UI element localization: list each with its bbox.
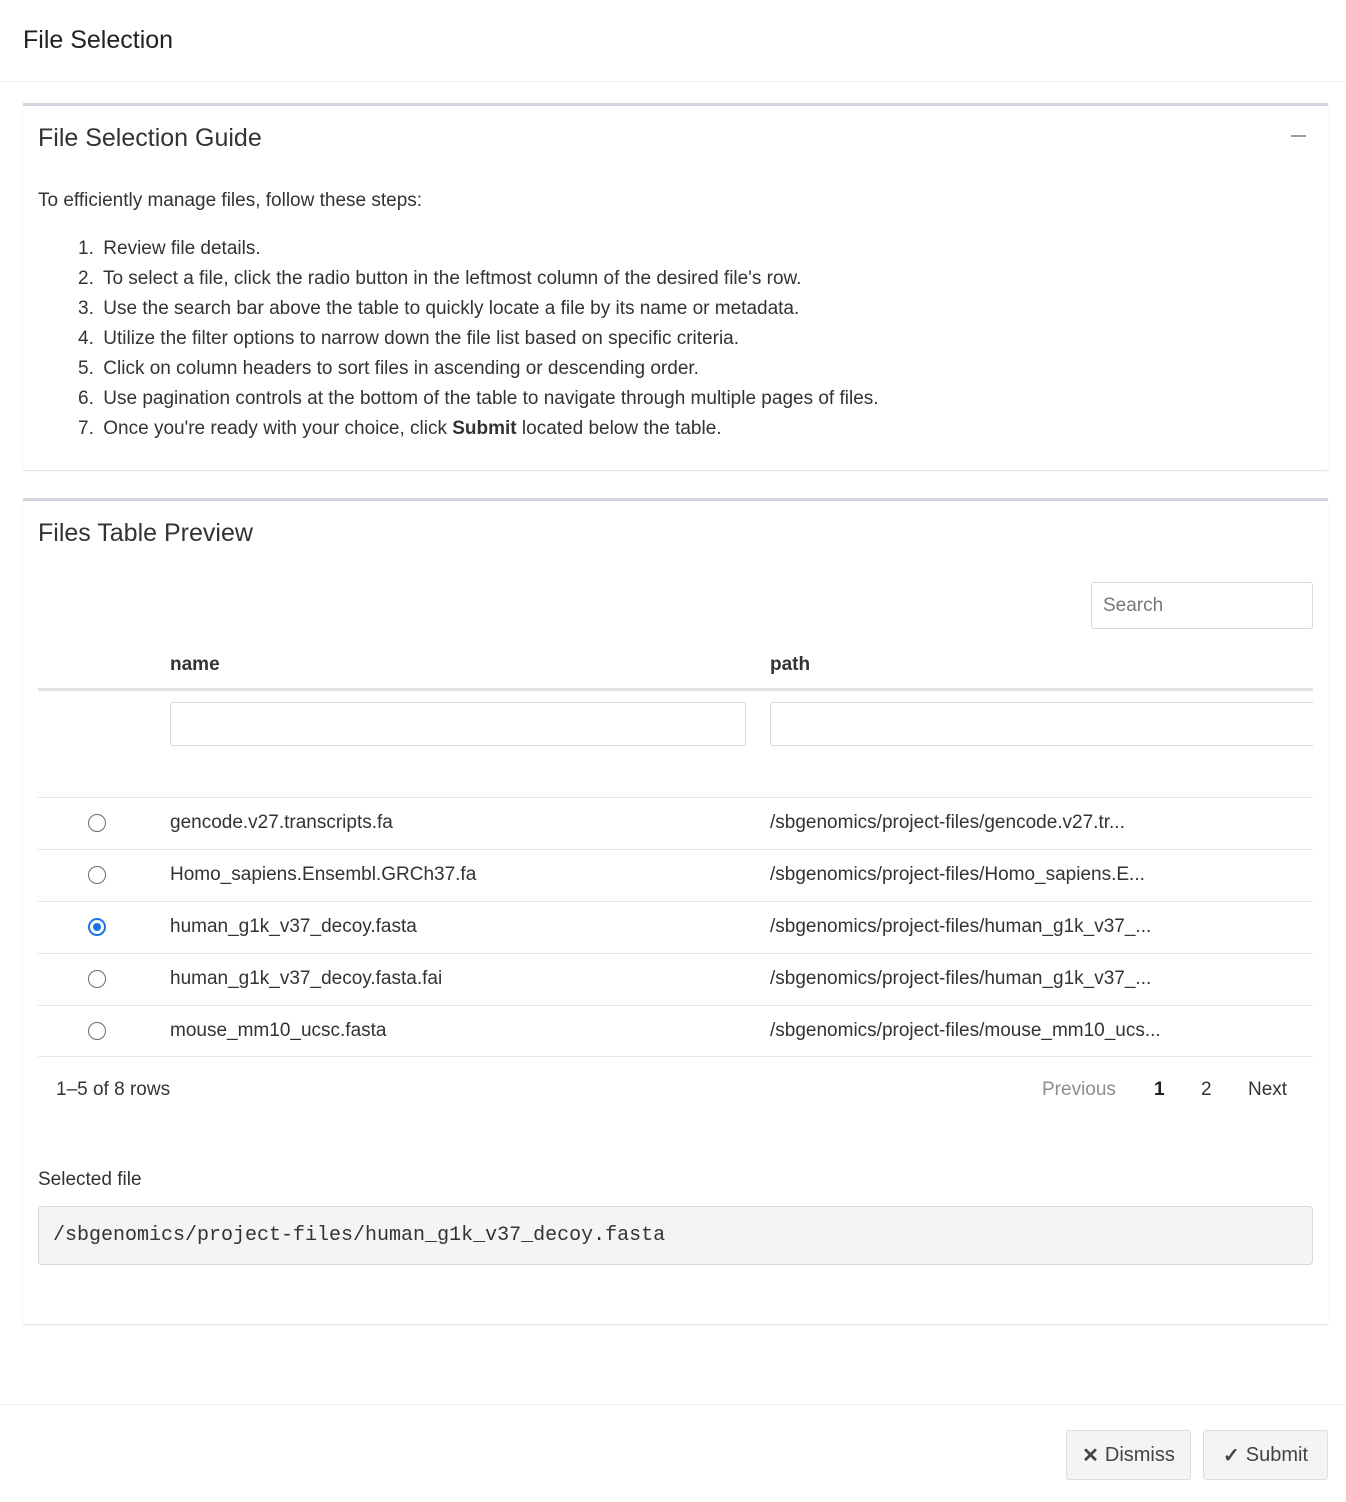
table-row[interactable]: [38, 849, 1313, 901]
selected-file-label: Selected file: [38, 1169, 142, 1190]
guide-title: File Selection Guide: [38, 124, 262, 152]
table-row[interactable]: [38, 797, 1313, 849]
next-page-button[interactable]: Next: [1248, 1079, 1288, 1100]
header-divider: [38, 688, 1313, 691]
page-2-button[interactable]: 2: [1201, 1079, 1212, 1100]
collapse-minus-icon[interactable]: [1290, 128, 1306, 144]
guide-steps: [78, 234, 879, 444]
guide-step: 4. Utilize the filter options to narrow down the file list based on specific criteria.: [78, 328, 740, 349]
modal-header: [0, 0, 1346, 82]
row-radio[interactable]: [88, 970, 106, 988]
guide-step: 7. Once you're ready with your choice, click Submit located below the table.: [78, 418, 722, 439]
submit-button[interactable]: ✓ Submit: [1203, 1430, 1328, 1480]
row-radio[interactable]: [88, 1022, 106, 1040]
table-row[interactable]: [38, 1005, 1313, 1057]
rows-info: 1–5 of 8 rows: [56, 1079, 171, 1100]
cell-name: human_g1k_v37_decoy.fasta.fai: [170, 968, 443, 989]
column-header-path[interactable]: path: [770, 654, 811, 675]
cell-path: /sbgenomics/project-files/human_g1k_v37_...: [770, 968, 1152, 989]
guide-step: 2. To select a file, click the radio button in the leftmost column of the desired file's row.: [78, 268, 802, 289]
table-title: Files Table Preview: [38, 519, 253, 547]
previous-page-button[interactable]: Previous: [1042, 1079, 1116, 1100]
cell-name: human_g1k_v37_decoy.fasta: [170, 916, 417, 937]
guide-box: [23, 103, 1328, 470]
cell-path: /sbgenomics/project-files/human_g1k_v37_...: [770, 916, 1152, 937]
guide-step: 6. Use pagination controls at the bottom of the table to navigate through multiple pages of files.: [78, 388, 879, 409]
files-table-box: [23, 498, 1328, 1324]
cell-path: /sbgenomics/project-files/mouse_mm10_ucs...: [770, 1020, 1161, 1041]
table-row[interactable]: [38, 953, 1313, 1005]
search-input[interactable]: [1091, 582, 1313, 629]
cell-path: /sbgenomics/project-files/Homo_sapiens.E...: [770, 864, 1145, 885]
modal-title: File Selection: [23, 26, 174, 54]
close-icon: ✕: [1082, 1444, 1099, 1467]
cell-path: /sbgenomics/project-files/gencode.v27.tr...: [770, 812, 1125, 833]
guide-intro: To efficiently manage files, follow these steps:: [38, 190, 423, 211]
name-filter-input[interactable]: [170, 702, 746, 746]
cell-name: mouse_mm10_ucsc.fasta: [170, 1020, 387, 1041]
check-icon: ✓: [1222, 1444, 1240, 1467]
table-row[interactable]: [38, 901, 1313, 953]
path-filter-input[interactable]: [770, 702, 1313, 746]
modal-footer: [0, 1404, 1346, 1502]
guide-step: 1. Review file details.: [78, 238, 261, 259]
row-radio[interactable]: [88, 814, 106, 832]
selected-file-value: /sbgenomics/project-files/human_g1k_v37_decoy.fasta: [38, 1206, 1313, 1265]
cell-name: Homo_sapiens.Ensembl.GRCh37.fa: [170, 864, 477, 885]
guide-step: 5. Click on column headers to sort files in ascending or descending order.: [78, 358, 699, 379]
page-1-button[interactable]: 1: [1154, 1079, 1165, 1100]
row-radio[interactable]: [88, 866, 106, 884]
dismiss-button[interactable]: ✕ Dismiss: [1066, 1430, 1191, 1480]
row-radio-selected[interactable]: [88, 918, 106, 936]
guide-step: 3. Use the search bar above the table to quickly locate a file by its name or metadata.: [78, 298, 800, 319]
cell-name: gencode.v27.transcripts.fa: [170, 812, 393, 833]
column-header-name[interactable]: name: [170, 654, 220, 675]
